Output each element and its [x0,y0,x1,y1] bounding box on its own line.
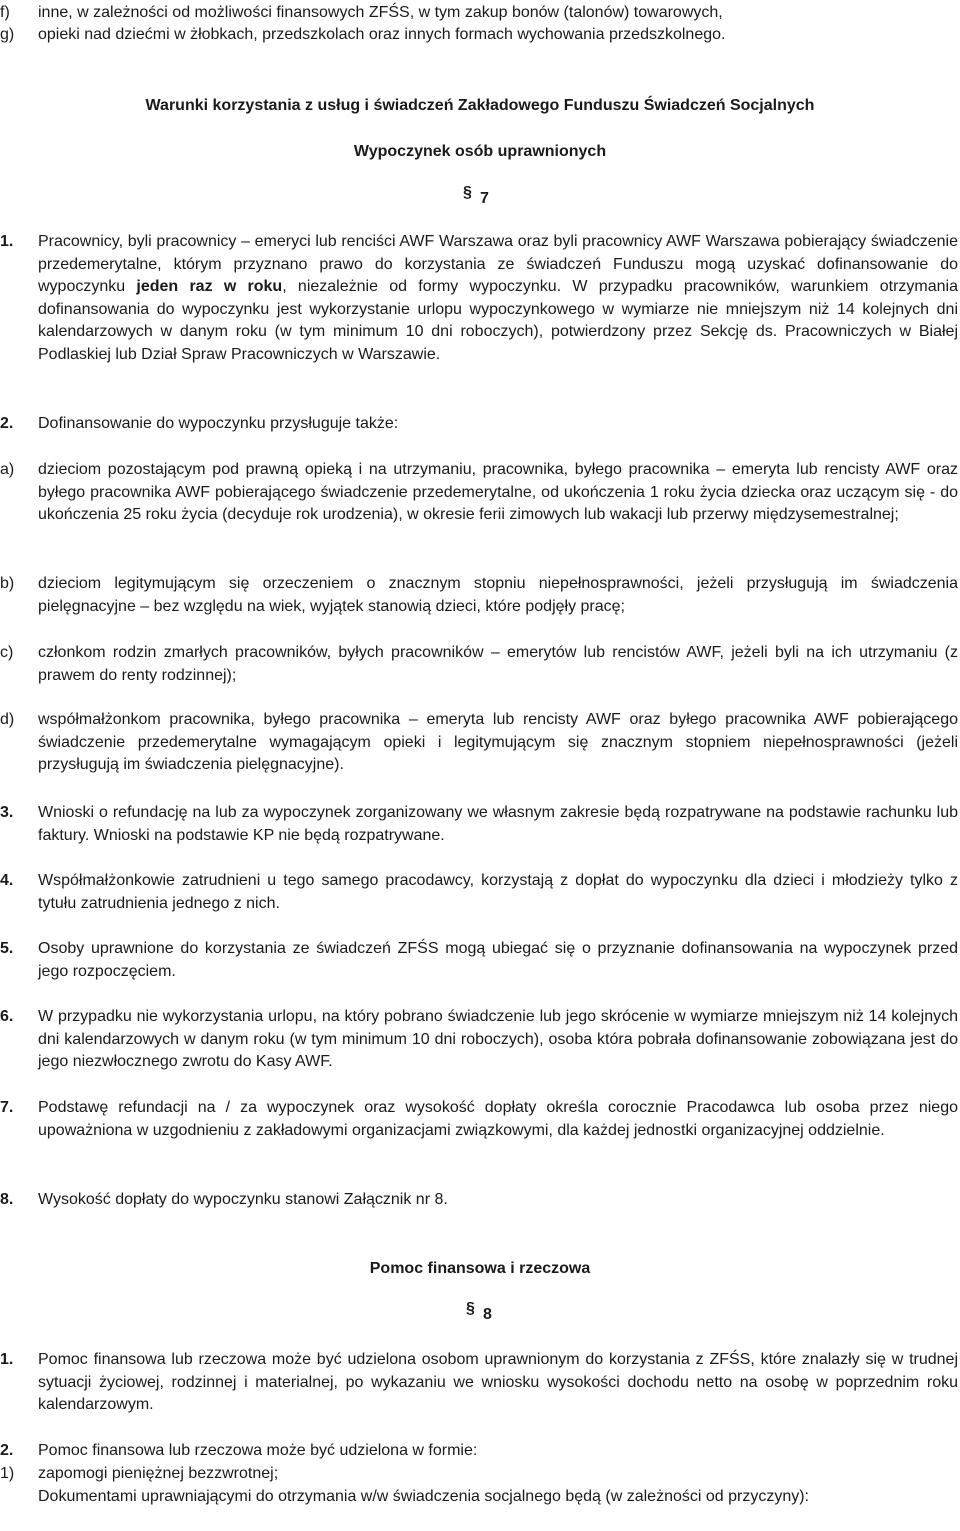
paragraph-text: Pomoc finansowa lub rzeczowa może być udzielona osobom uprawnionym do korzystania z ZFŚS, które znalazły się w trudnej sytuacji życiowej, rodzinnej i materialnej, po wykazaniu we wniosku wysokości dochodu netto na osobę w poprzednim roku kalendarzowym. [38,1351,958,1413]
paragraph-number: 8. [0,1191,14,1208]
list-item-f [0,2,958,25]
list-text: dzieciom pozostającym pod prawną opieką i na utrzymaniu, pracownika, byłego pracownika – emeryta lub rencisty AWF oraz byłego pracownika AWF pobierającego świadczenie przedemerytalne, od ukończenia 1 roku życia dziecka oraz uczącym się - do ukończenia 25 roku życia (decyduje rok urodzenia), w okresie ferii zimowych lub wakacji lub przerwy międzysemestralnej; [38,461,958,523]
paragraph-8-2 [0,1440,958,1463]
section-symbol: § [463,184,472,201]
paragraph-7-2 [0,413,958,436]
list-text: członkom rodzin zmarłych pracowników, byłych pracowników – emerytów lub rencistów AWF, jeżeli byli na ich utrzymaniu (z prawem do renty rodzinnej); [38,644,958,684]
paragraph-number: 5. [0,940,14,957]
heading-main: Warunki korzystania z usług i świadczeń Zakładowego Funduszu Świadczeń Socjalnych [145,97,815,114]
list-text: zapomogi pieniężnej bezzwrotnej; [38,1465,279,1482]
paragraph-number: 4. [0,872,14,889]
paragraph-number: 1. [0,1351,14,1368]
list-label: 1) [0,1465,15,1482]
paragraph-text: Pomoc finansowa lub rzeczowa może być udzielona w formie: [38,1442,478,1459]
list-text: opieki nad dziećmi w żłobkach, przedszkolach oraz innych formach wychowania przedszkolnego. [38,26,726,43]
paragraph-7-4 [0,870,958,915]
paragraph-number: 6. [0,1008,14,1025]
paragraph-number: 3. [0,804,14,821]
paragraph-7-5 [0,938,958,983]
list-item-b [0,573,958,618]
section-8-marker [466,1298,492,1323]
list-item-g [0,24,958,47]
paragraph-text [38,231,958,366]
paragraph-8-1 [0,1349,958,1417]
text-run: Pracownicy, byli pracownicy – emeryci lub renciści AWF Warszawa oraz byli pracownicy AWF Warszawa pobierający świadczenie przedemerytalne, którym przyznano prawo do korzystania ze świadczeń Funduszu mogą uzyskać dofinansowanie do wypoczynku [38,233,958,295]
section-number: 8 [483,1306,492,1323]
heading-pomoc: Pomoc finansowa i rzeczowa [369,1260,591,1277]
paragraph-text: W przypadku nie wykorzystania urlopu, na który pobrano świadczenie lub jego skrócenie w wymiarze mniejszym niż 14 kolejnych dni kalendarzowych w danym roku (w tym minimum 10 dni roboczych), osoba która pobrała dofinansowanie zobowiązana jest do jego niezwłocznego zwrotu do Kasy AWF. [38,1008,958,1070]
list-text: współmałżonkom pracownika, byłego pracownika – emeryta lub rencisty AWF oraz byłego pracownika AWF pobierającego świadczenie przedemerytalne wymagającym opieki i legitymującym się znacznym stopniem niepełnosprawności (jeżeli przysługują im świadczenia pielęgnacyjne). [38,711,958,773]
paragraph-number: 7. [0,1099,14,1116]
paragraph-text: Osoby uprawnione do korzystania ze świadczeń ZFŚS mogą ubiegać się o przyznanie dofinansowania na wypoczynek przed jego rozpoczęciem. [38,940,958,980]
paragraph-7-7 [0,1097,958,1142]
text-run: , niezależnie od formy wypoczynku. W przypadku pracowników, warunkiem otrzymania dofinansowania do wypoczynku jest wykorzystanie urlopu wypoczynkowego w wymiarze nie mniejszym niż 14 kolejnych dni kalendarzowych w danym roku (w tym minimum 10 dni roboczych), potwierdzony przez Sekcję ds. Pracowniczych w Białej Podlaskiej lub Dział Spraw Pracowniczych w Warszawie. [38,278,958,363]
paragraph-7-6 [0,1006,958,1074]
list-item-c [0,642,958,687]
paragraph-number: 2. [0,1442,14,1459]
paragraph-text: Wnioski o refundację na lub za wypoczynek zorganizowany we własnym zakresie będą rozpatrywane na podstawie rachunku lub faktury. Wnioski na podstawie KP nie będą rozpatrywane. [38,804,958,844]
paragraph-number: 2. [0,415,14,432]
paragraph-text: Podstawę refundacji na / za wypoczynek oraz wysokość dopłaty określa corocznie Pracodawca lub osoba przez niego upoważniona w uzgodnieniu z zakładowymi organizacjami związkowymi, dla każdej jednostki organizacyjnej oddzielnie. [38,1099,958,1139]
list-item-d [0,709,958,777]
paragraph-number: 1. [0,233,14,250]
list-text: dzieciom legitymującym się orzeczeniem o znacznym stopniu niepełnosprawności, jeżeli przysługują im świadczenia pielęgnacyjne – bez względu na wiek, wyjątek stanowią dzieci, które podjęły pracę; [38,575,958,615]
sub-item-1 [0,1463,958,1508]
list-text-continued: Dokumentami uprawniającymi do otrzymania w/w świadczenia socjalnego będą (w zależności od przyczyny): [38,1487,809,1505]
list-label: g) [0,26,15,43]
list-text: inne, w zależności od możliwości finansowych ZFŚS, w tym zakup bonów (talonów) towarowych, [38,4,723,21]
heading-sub: Wypoczynek osób uprawnionych [353,143,607,160]
paragraph-text: Dofinansowanie do wypoczynku przysługuje także: [38,415,399,432]
section-symbol: § [466,1300,475,1317]
text-run-bold: jeden raz w roku [136,278,283,295]
list-label: c) [0,644,14,661]
list-label: a) [0,461,15,478]
list-label: b) [0,575,15,592]
list-label: f) [0,4,10,21]
paragraph-7-3 [0,802,958,847]
paragraph-7-8 [0,1189,958,1212]
list-item-a [0,459,958,527]
paragraph-7-1 [0,231,958,366]
list-label: d) [0,711,15,728]
section-number: 7 [480,190,489,207]
paragraph-text: Wysokość dopłaty do wypoczynku stanowi Załącznik nr 8. [38,1191,448,1208]
paragraph-text: Współmałżonkowie zatrudnieni u tego samego pracodawcy, korzystają z dopłat do wypoczynku dla dzieci i młodzieży tylko z tytułu zatrudnienia jednego z nich. [38,872,958,912]
section-7-marker [463,182,489,207]
